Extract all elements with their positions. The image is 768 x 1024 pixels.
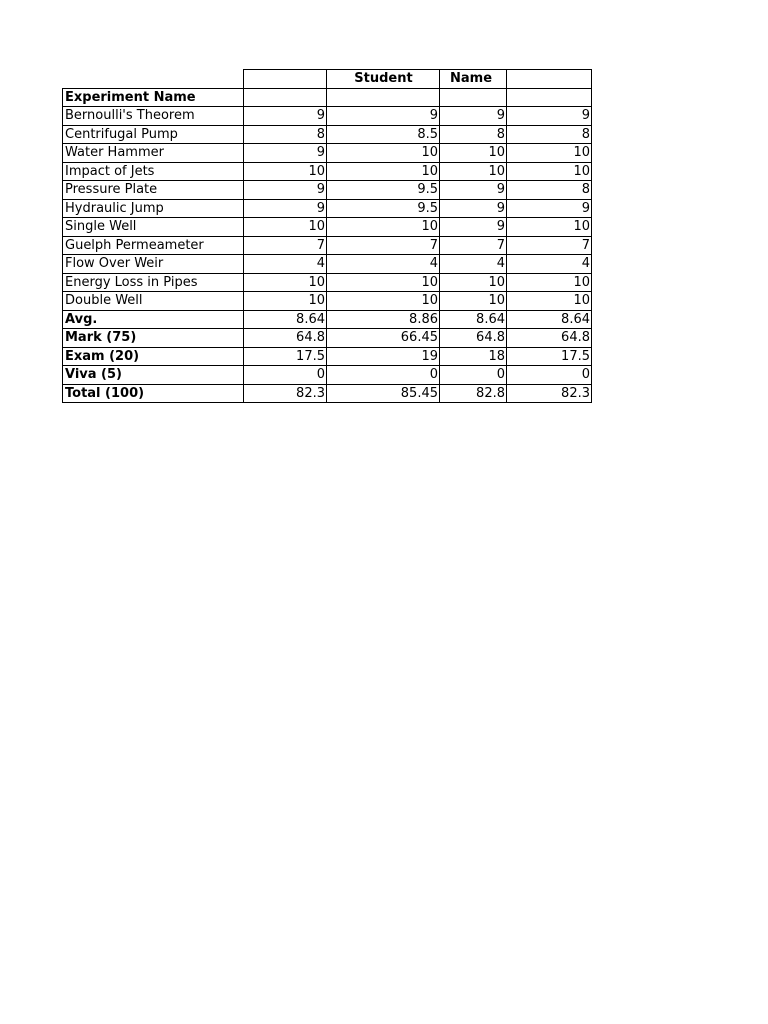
experiment-row: [63, 125, 592, 144]
score-cell: 10: [440, 292, 507, 311]
score-cell: 8: [507, 181, 592, 200]
score-cell: 7: [440, 236, 507, 255]
experiment-name-cell: Energy Loss in Pipes: [63, 273, 244, 292]
experiment-row: [63, 255, 592, 274]
empty-cell: [327, 88, 440, 107]
score-cell: 9: [244, 144, 327, 163]
score-cell: 82.3: [507, 384, 592, 403]
score-cell: 10: [327, 273, 440, 292]
grades-table-body: [63, 70, 592, 403]
header-cell-student: Student: [327, 70, 440, 89]
experiment-name-cell: Pressure Plate: [63, 181, 244, 200]
score-cell: 64.8: [507, 329, 592, 348]
experiment-name-cell: Double Well: [63, 292, 244, 311]
score-cell: 4: [507, 255, 592, 274]
summary-row: [63, 329, 592, 348]
score-cell: 9: [507, 199, 592, 218]
summary-label-cell: Viva (5): [63, 366, 244, 385]
experiment-name-cell: Water Hammer: [63, 144, 244, 163]
score-cell: 10: [327, 162, 440, 181]
score-cell: 82.8: [440, 384, 507, 403]
score-cell: 7: [327, 236, 440, 255]
score-cell: 9: [507, 107, 592, 126]
score-cell: 0: [507, 366, 592, 385]
summary-label-cell: Mark (75): [63, 329, 244, 348]
experiment-row: [63, 218, 592, 237]
score-cell: 10: [440, 273, 507, 292]
score-cell: 10: [507, 162, 592, 181]
empty-cell: [507, 88, 592, 107]
score-cell: 9.5: [327, 199, 440, 218]
score-cell: 8.86: [327, 310, 440, 329]
score-cell: 9: [440, 218, 507, 237]
score-cell: 8.64: [507, 310, 592, 329]
header-cell-name: Name: [440, 70, 507, 89]
score-cell: 10: [327, 144, 440, 163]
experiment-row: [63, 107, 592, 126]
score-cell: 0: [440, 366, 507, 385]
experiment-row: [63, 273, 592, 292]
summary-row: [63, 347, 592, 366]
empty-cell: [440, 88, 507, 107]
score-cell: 8: [440, 125, 507, 144]
experiment-name-cell: Impact of Jets: [63, 162, 244, 181]
score-cell: 9: [440, 181, 507, 200]
summary-label-cell: Total (100): [63, 384, 244, 403]
experiment-row: [63, 162, 592, 181]
score-cell: 10: [507, 273, 592, 292]
experiment-name-header: Experiment Name: [63, 88, 244, 107]
score-cell: 10: [327, 292, 440, 311]
score-cell: 7: [244, 236, 327, 255]
score-cell: 8: [507, 125, 592, 144]
header-cell: [244, 70, 327, 89]
score-cell: 9: [244, 181, 327, 200]
score-cell: 8.5: [327, 125, 440, 144]
score-cell: 17.5: [507, 347, 592, 366]
empty-cell: [244, 88, 327, 107]
score-cell: 9: [327, 107, 440, 126]
score-cell: 10: [507, 218, 592, 237]
score-cell: 8.64: [244, 310, 327, 329]
summary-row: [63, 310, 592, 329]
score-cell: 18: [440, 347, 507, 366]
experiment-name-cell: Flow Over Weir: [63, 255, 244, 274]
score-cell: 9: [244, 199, 327, 218]
summary-row: [63, 384, 592, 403]
score-cell: 10: [244, 273, 327, 292]
score-cell: 17.5: [244, 347, 327, 366]
score-cell: 64.8: [440, 329, 507, 348]
score-cell: 10: [440, 144, 507, 163]
score-cell: 85.45: [327, 384, 440, 403]
summary-label-cell: Exam (20): [63, 347, 244, 366]
header-row: [63, 70, 592, 89]
score-cell: 9: [440, 199, 507, 218]
score-cell: 4: [244, 255, 327, 274]
score-cell: 82.3: [244, 384, 327, 403]
header-corner-cell: [63, 70, 244, 89]
summary-row: [63, 366, 592, 385]
score-cell: 66.45: [327, 329, 440, 348]
score-cell: 10: [244, 292, 327, 311]
score-cell: 0: [244, 366, 327, 385]
experiment-name-cell: Single Well: [63, 218, 244, 237]
score-cell: 9: [440, 107, 507, 126]
experiment-row: [63, 199, 592, 218]
score-cell: 4: [440, 255, 507, 274]
label-header-row: [63, 88, 592, 107]
header-cell: [507, 70, 592, 89]
experiment-name-cell: Hydraulic Jump: [63, 199, 244, 218]
experiment-row: [63, 181, 592, 200]
score-cell: 10: [244, 162, 327, 181]
summary-label-cell: Avg.: [63, 310, 244, 329]
grade-sheet: [62, 69, 592, 403]
experiment-row: [63, 144, 592, 163]
score-cell: 0: [327, 366, 440, 385]
experiment-name-cell: Bernoulli's Theorem: [63, 107, 244, 126]
experiment-row: [63, 292, 592, 311]
experiment-name-cell: Guelph Permeameter: [63, 236, 244, 255]
score-cell: 10: [440, 162, 507, 181]
score-cell: 9.5: [327, 181, 440, 200]
score-cell: 10: [507, 144, 592, 163]
score-cell: 8.64: [440, 310, 507, 329]
score-cell: 10: [244, 218, 327, 237]
score-cell: 19: [327, 347, 440, 366]
score-cell: 10: [507, 292, 592, 311]
experiment-name-cell: Centrifugal Pump: [63, 125, 244, 144]
score-cell: 9: [244, 107, 327, 126]
score-cell: 7: [507, 236, 592, 255]
score-cell: 10: [327, 218, 440, 237]
experiment-row: [63, 236, 592, 255]
grades-table: [62, 69, 592, 403]
score-cell: 4: [327, 255, 440, 274]
score-cell: 8: [244, 125, 327, 144]
score-cell: 64.8: [244, 329, 327, 348]
